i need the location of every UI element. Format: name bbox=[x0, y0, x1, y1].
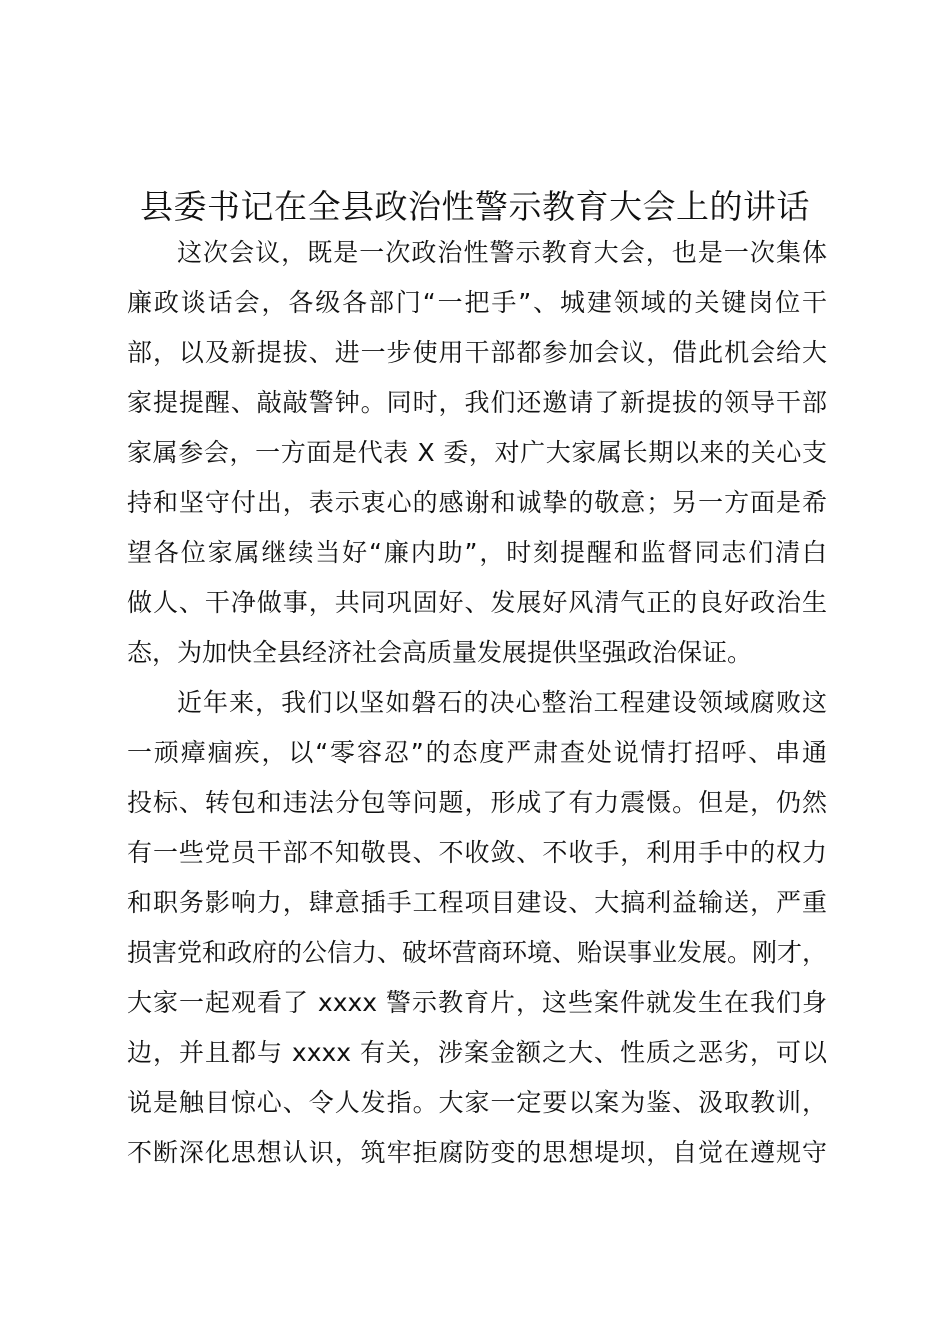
paragraph-line: 大家一起观看了 xxxx 警示教育片，这些案件就发生在我们身 bbox=[127, 988, 827, 1017]
paragraph-line: 这次会议，既是一次政治性警示教育大会，也是一次集体 bbox=[177, 238, 827, 267]
paragraph-line: 有一些党员干部不知敬畏、不收敛、不收手，利用手中的权力 bbox=[127, 838, 827, 867]
paragraph-line: 不断深化思想认识，筑牢拒腐防变的思想堤坝，自觉在遵规守 bbox=[127, 1138, 827, 1167]
paragraph-line: 说是触目惊心、令人发指。大家一定要以案为鉴、汲取教训， bbox=[127, 1088, 827, 1117]
paragraph-line: 投标、转包和违法分包等问题，形成了有力震慑。但是，仍然 bbox=[127, 788, 827, 817]
paragraph-line: 持和坚守付出，表示衷心的感谢和诚挚的敬意；另一方面是希 bbox=[127, 488, 827, 517]
paragraph-line: 一顽瘴痼疾，以“零容忍”的态度严肃查处说情打招呼、串通 bbox=[127, 738, 827, 767]
document-title: 县委书记在全县政治性警示教育大会上的讲话 bbox=[140, 187, 810, 226]
paragraph-line: 近年来，我们以坚如磐石的决心整治工程建设领域腐败这 bbox=[177, 688, 827, 717]
paragraph-2 bbox=[127, 678, 827, 1178]
paragraph-line: 望各位家属继续当好“廉内助”，时刻提醒和监督同志们清白 bbox=[127, 538, 827, 567]
paragraph-line: 部，以及新提拔、进一步使用干部都参加会议，借此机会给大 bbox=[127, 338, 827, 367]
paragraph-line: 和职务影响力，肆意插手工程项目建设、大搞利益输送，严重 bbox=[127, 888, 827, 917]
paragraph-line: 损害党和政府的公信力、破坏营商环境、贻误事业发展。刚才， bbox=[127, 938, 828, 967]
paragraph-line: 廉政谈话会，各级各部门“一把手”、城建领域的关键岗位干 bbox=[127, 288, 827, 317]
paragraph-line: 做人、干净做事，共同巩固好、发展好风清气正的良好政治生 bbox=[127, 588, 827, 617]
paragraph-line: 家提提醒、敲敲警钟。同时，我们还邀请了新提拔的领导干部 bbox=[127, 388, 827, 417]
paragraph-1 bbox=[127, 228, 827, 678]
document-body bbox=[127, 228, 827, 1178]
paragraph-line: 边，并且都与 xxxx 有关，涉案金额之大、性质之恶劣，可以 bbox=[127, 1038, 827, 1067]
paragraph-line: 家属参会，一方面是代表 X 委，对广大家属长期以来的关心支 bbox=[127, 438, 827, 467]
paragraph-line: 态，为加快全县经济社会高质量发展提供坚强政治保证。 bbox=[127, 638, 753, 667]
